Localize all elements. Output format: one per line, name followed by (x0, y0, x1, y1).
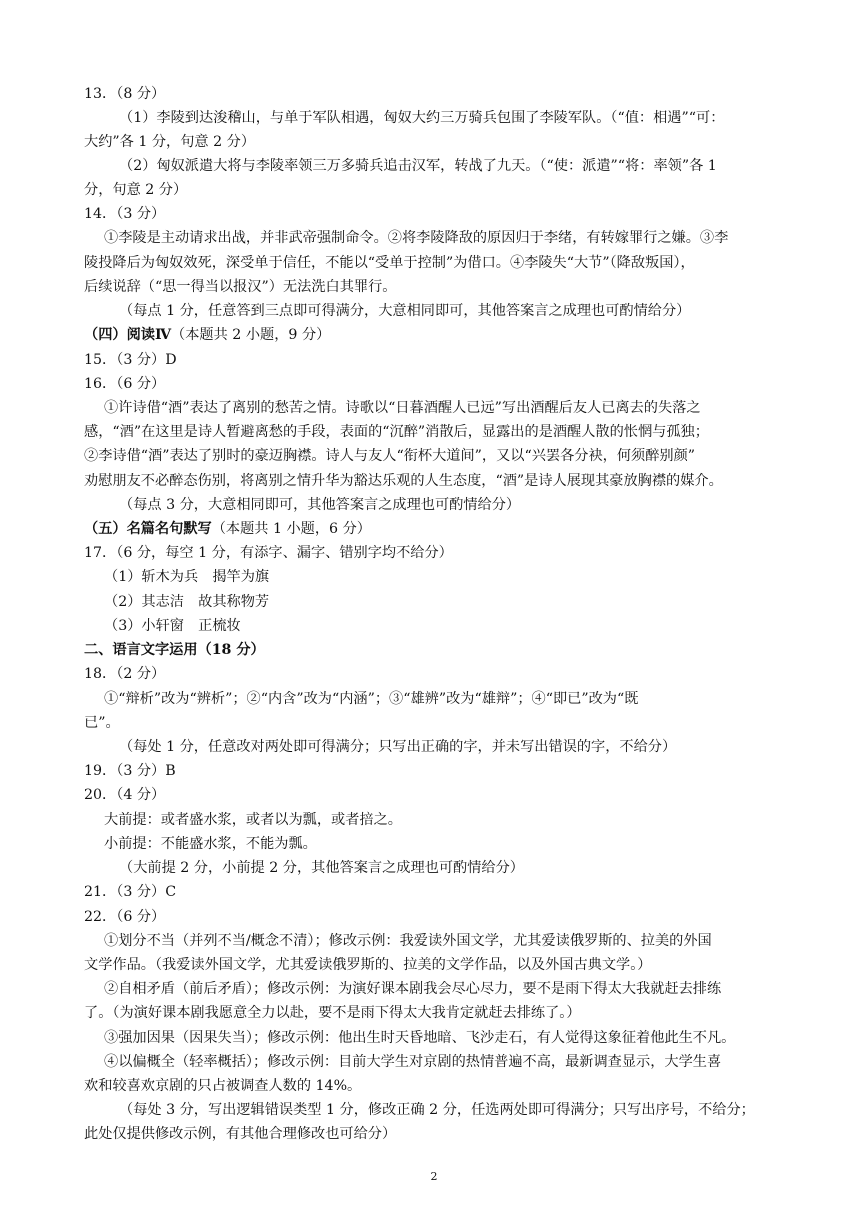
q22-answer4-line1: ④以偏概全（轻率概括）；修改示例：目前大学生对京剧的热情普遍不高，最新调查显示，大学生喜 (104, 1054, 722, 1070)
q15-line (84, 350, 177, 370)
q13-part1-line1: （1）李陵到达浚稽山，与单于军队相遇，匈奴大约三万骑兵包围了李陵军队。（“值：相遇”“可： (119, 110, 725, 126)
q17-answer-1: （1）斩木为兵 揭竿为旗 (104, 569, 270, 585)
q20-header: 20．（4 分） (84, 787, 166, 803)
q22-scoring-note-line2: 此处仅提供修改示例，有其他合理修改也可给分） (84, 1126, 397, 1142)
section-language-use: 二、语言文字运用（18 分） (84, 642, 265, 658)
q14-answer-line2: 陵投降后为匈奴效死，深受单于信任，不能以“受单于控制”为借口。④李陵失“大节”（降敌叛国）， (84, 255, 695, 271)
q21-answer: C (165, 884, 177, 900)
section-title: （四）阅读Ⅳ (84, 327, 172, 343)
section-reading-iv (84, 325, 330, 345)
q19-header: 19．（3 分） (84, 763, 166, 779)
q13-part1-line2: 大约”各 1 分，句意 2 分） (84, 134, 256, 150)
q16-header: 16．（6 分） (84, 376, 166, 392)
q14-scoring-note: （每点 1 分，任意答到三点即可得满分，大意相同即可，其他答案言之成理也可酌情给分） (119, 303, 691, 319)
q16-answer-line1: ①许诗借“酒”表达了离别的愁苦之情。诗歌以“日暮酒醒人已远”写出酒醒后友人已离去的失落之 (104, 400, 701, 416)
q22-answer1-line1: ①划分不当（并列不当/概念不清）；修改示例：我爱读外国文学，尤其爱读俄罗斯的、拉美的外国 (104, 933, 712, 949)
q16-answer-line2: 感，“酒”在这里是诗人暂避离愁的手段，表面的“沉醉”消散后，显露出的是酒醒人散的怅惘与孤独； (84, 424, 709, 440)
q13-part2-line2: 分，句意 2 分） (84, 182, 188, 198)
q16-answer-line4: 劝慰朋友不必醉态伤别，将离别之情升华为豁达乐观的人生态度，“酒”是诗人展现其豪放胸襟的媒介。 (84, 473, 723, 489)
q13-header: 13．（8 分） (84, 86, 166, 102)
q21-line (84, 882, 176, 902)
q17-answer-3: （3）小轩窗 正梳妆 (104, 618, 241, 634)
q14-answer-line1: ①李陵是主动请求出战，并非武帝强制命令。②将李陵降敌的原因归于李绪，有转嫁罪行之嫌。③李 (104, 230, 729, 246)
q20-major-premise: 大前提：或者盛水浆，或者以为瓢，或者掊之。 (104, 812, 402, 828)
q16-scoring-note: （每点 3 分，大意相同即可，其他答案言之成理也可酌情给分） (119, 497, 521, 513)
q22-answer3: ③强加因果（因果失当）；修改示例：他出生时天昏地暗、飞沙走石，有人觉得这象征着他此生不凡。 (104, 1030, 736, 1046)
q18-header: 18．（2 分） (84, 666, 166, 682)
section-title: （五）名篇名句默写 (84, 521, 212, 537)
q22-answer4-line2: 欢和较喜欢京剧的只占被调查人数的 14%。 (84, 1078, 362, 1094)
q18-scoring-note: （每处 1 分，任意改对两处即可得满分；只写出正确的字，并未写出错误的字，不给分） (119, 739, 677, 755)
q20-minor-premise: 小前提：不能盛水浆，不能为瓢。 (104, 836, 317, 852)
q15-answer: D (165, 352, 177, 368)
q22-answer1-line2: 文学作品。（我爱读外国文学，尤其爱读俄罗斯的、拉美的文学作品，以及外国古典文学。） (84, 957, 652, 973)
q22-answer2-line2: 了。（为演好课本剧我愿意全力以赴，要不是雨下得太大我肯定就赶去排练了。） (84, 1005, 581, 1021)
q22-header: 22．（6 分） (84, 909, 166, 925)
q22-answer2-line1: ②自相矛盾（前后矛盾）；修改示例：为演好课本剧我会尽心尽力，要不是雨下得太大我就赶去排练 (104, 981, 722, 997)
q17-header: 17．（6 分，每空 1 分，有添字、漏字、错别字均不给分） (84, 545, 453, 561)
q21-header: 21．（3 分） (84, 884, 166, 900)
q20-scoring-note: （大前提 2 分，小前提 2 分，其他答案言之成理也可酌情给分） (119, 860, 524, 876)
page-number: 2 (430, 1170, 438, 1183)
q18-answer-line1: ①“辩析”改为“辨析”；②“内含”改为“内涵”；③“雄辨”改为“雄辩”；④“即已”改为“既 (104, 691, 639, 707)
section-info: （本题共 1 小题，6 分） (211, 521, 371, 537)
q19-line (84, 761, 176, 781)
q17-answer-2: （2）其志洁 故其称物芳 (104, 594, 270, 610)
section-recitation (84, 519, 371, 539)
q14-answer-line3: 后续说辞（“思一得当以报汉”）无法洗白其罪行。 (84, 279, 397, 295)
q22-scoring-note-line1: （每处 3 分，写出逻辑错误类型 1 分，修改正确 2 分，任选两处即可得满分；只写出序号，不给分； (119, 1102, 755, 1118)
q14-header: 14．（3 分） (84, 206, 166, 222)
q13-part2-line1: （2）匈奴派遣大将与李陵率领三万多骑兵追击汉军，转战了九天。（“使：派遣”“将：率领”各 1 (119, 158, 717, 174)
q19-answer: B (165, 763, 176, 779)
q18-answer-line2: 已”。 (84, 715, 120, 731)
section-info: （本题共 2 小题，9 分） (171, 327, 331, 343)
q15-header: 15．（3 分） (84, 352, 166, 368)
q16-answer-line3: ②李诗借“酒”表达了别时的豪迈胸襟。诗人与友人“衔杯大道间”，又以“兴罢各分袂，何须醉别颜” (84, 448, 696, 464)
